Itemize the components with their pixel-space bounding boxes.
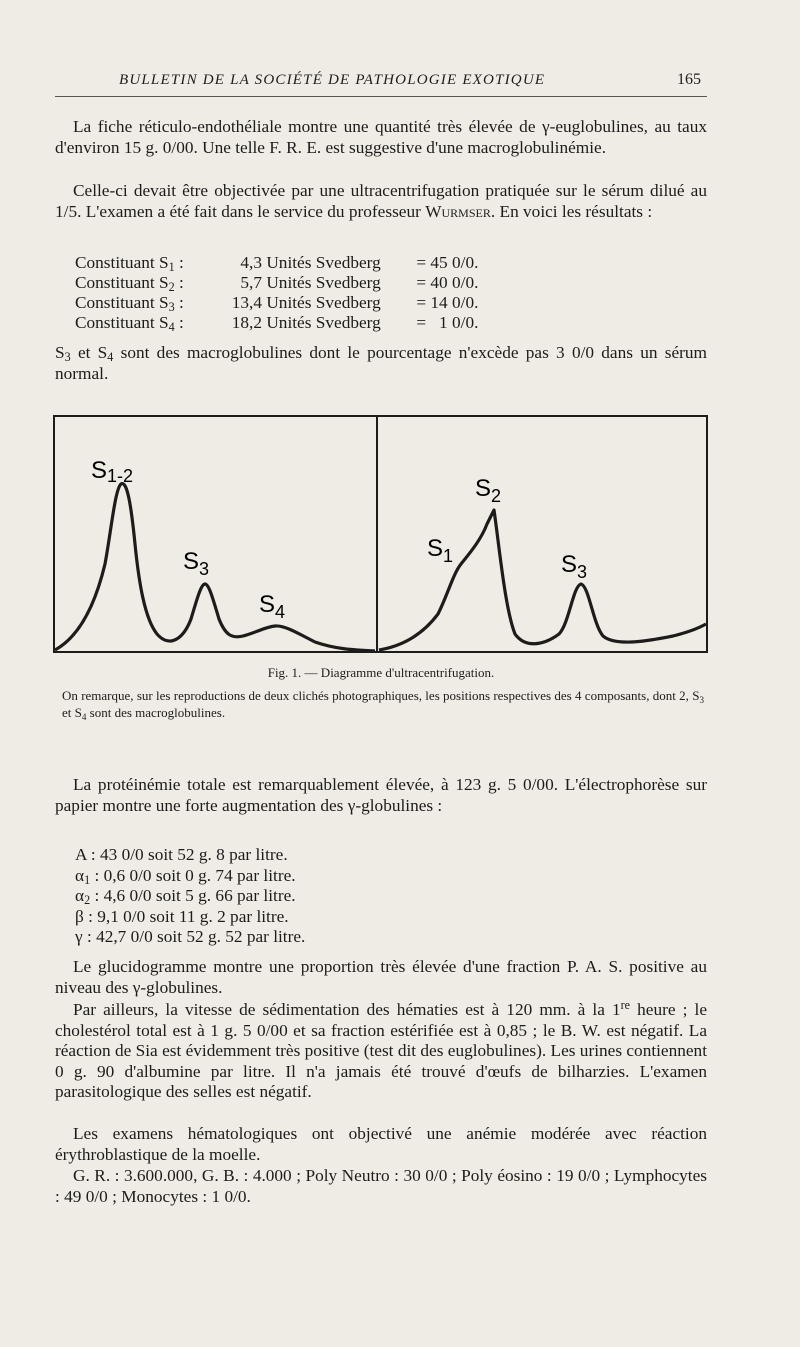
paragraph-hematologie: Les examens hématologiques ont objectivé une anémie modérée avec réaction érythroblastique de la moelle. bbox=[55, 1124, 707, 1164]
paragraph-ultracentrifugation: Celle-ci devait être objectivée par une ultracentrifugation pratiquée sur le sérum dilué au 1/5. L'examen a été fait dans le service du professeur Wurmser. En voici les résultats : bbox=[55, 181, 707, 221]
paragraph-glucidogramme: Le glucidogramme montre une proportion très élevée d'une fraction P. A. S. positive au niveau des γ-globulines. bbox=[55, 957, 707, 997]
label-s3-left: $S_3$ bbox=[183, 548, 210, 579]
svedberg-row: Constituant $S_1$ : 4,3 Unités Svedberg = 45 0/0. bbox=[75, 253, 479, 274]
electro-row: $\alpha_2$ : 4,6 0/0 soit 5 g. 66 par litre. bbox=[75, 886, 296, 907]
left-trace bbox=[55, 484, 375, 651]
label-s1: $S_1$ bbox=[427, 535, 454, 566]
running-title: BULLETIN DE LA SOCIÉTÉ DE PATHOLOGIE EXOTIQUE bbox=[119, 72, 546, 88]
electro-row: A : 43 0/0 soit 52 g. 8 par litre. bbox=[75, 845, 288, 864]
svedberg-row: Constituant $S_4$ : 18,2 Unités Svedberg = 1 0/0. bbox=[75, 313, 479, 334]
paragraph-formule: G. R. : 3.600.000, G. B. : 4.000 ; Poly Neutro : 30 0/0 ; Poly éosino : 19 0/0 ; Lymphocytes : 49 0/0 ; Monocytes : 1 0/0. bbox=[55, 1166, 707, 1206]
author-name: Wurmser bbox=[425, 201, 491, 221]
label-s3-right: $S_3$ bbox=[561, 551, 588, 582]
svedberg-row: Constituant $S_3$ : 13,4 Unités Svedberg = 14 0/0. bbox=[75, 293, 479, 314]
label-s4: $S_4$ bbox=[259, 591, 286, 622]
electro-row: γ : 42,7 0/0 soit 52 g. 52 par litre. bbox=[75, 927, 306, 946]
right-trace bbox=[379, 510, 706, 650]
running-header bbox=[55, 70, 707, 97]
page-number: 165 bbox=[677, 71, 701, 88]
electro-row: β : 9,1 0/0 soit 11 g. 2 par litre. bbox=[75, 906, 289, 926]
label-s2: $S_2$ bbox=[475, 475, 502, 506]
svedberg-row: Constituant $S_2$ : 5,7 Unités Svedberg = 40 0/0. bbox=[75, 273, 479, 294]
electrophoresis-list bbox=[75, 845, 305, 948]
figure-legend: On remarque, sur les reproductions de deux clichés photographiques, les positions respectives des 4 composants, dont 2, $S_3$ et $S_4$ sont des macroglobulines. bbox=[62, 688, 704, 722]
paragraph-macroglobulines: $S_3$ et $S_4$ sont des macroglobulines dont le pourcentage n'excède pas 3 0/0 dans un sérum normal. bbox=[55, 343, 707, 383]
diagram-frame bbox=[54, 416, 707, 652]
electro-row: $\alpha_1$ : 0,6 0/0 soit 0 g. 74 par litre. bbox=[75, 865, 296, 887]
figure-caption: Fig. 1. — Diagramme d'ultracentrifugation. bbox=[267, 665, 495, 680]
paragraph-sedimentation: Par ailleurs, la vitesse de sédimentation des hématies est à 120 mm. à la 1re heure ; le cholestérol total est à 1 g. 5 0/00 et sa fraction estérifiée est à 0,85 ; le B. W. est négatif. La réaction de Sia est évidemment très positive (test dit des euglobulines). Les urines contiennent 0 g. 90 d'albumine par litre. Il n'a jamais été trouvé d'œufs de bilharzies. L'examen parasitologique des selles est négatif. bbox=[55, 998, 707, 1101]
svedberg-list bbox=[75, 253, 478, 333]
ultracentrifugation-diagram bbox=[53, 414, 709, 654]
paragraph-fiche: La fiche réticulo-endothéliale montre une quantité très élevée de γ-euglobulines, au taux d'environ 15 g. 0/00. Une telle F. R. E. est suggestive d'une macroglobulinémie. bbox=[55, 117, 707, 157]
label-s1-2: S1-2 bbox=[91, 457, 134, 486]
diagram-svg bbox=[53, 414, 709, 654]
paragraph-proteinemie: La protéinémie totale est remarquablement élevée, à 123 g. 5 0/00. L'électrophorèse sur papier montre une forte augmentation des γ-globulines : bbox=[55, 775, 707, 815]
